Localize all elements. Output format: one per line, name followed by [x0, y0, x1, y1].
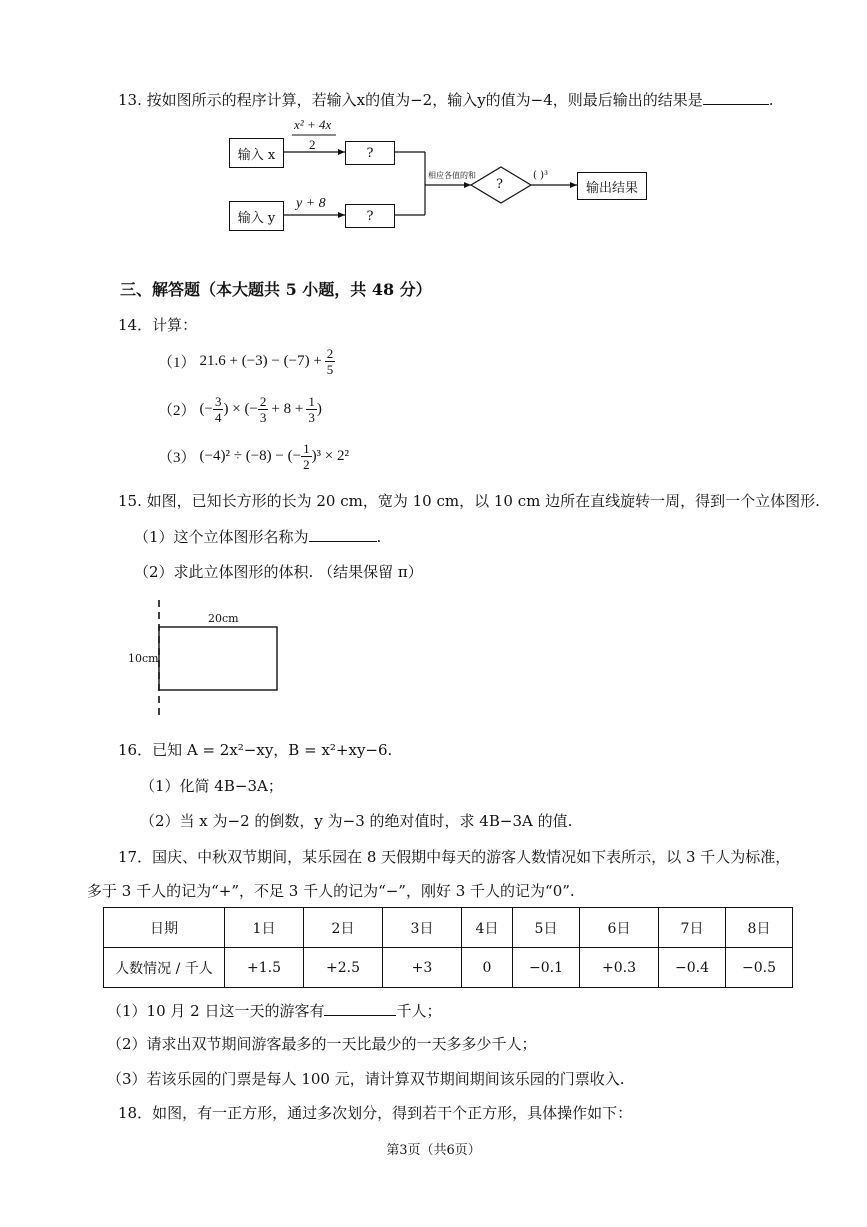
table-cell: 7日 — [659, 908, 726, 948]
q14-p1-fraction: $\frac{2}{5}$ — [326, 346, 334, 377]
output-label: 输出结果 — [585, 180, 638, 196]
q14-p2-label: （2） — [158, 403, 196, 419]
input-x-label: 输入 x — [237, 147, 276, 163]
table-cell: +2.5 — [304, 948, 383, 988]
q14-part2: （2） (− $\frac{3}{4}$ ) × (− $\frac{2}{3}$ + 8 + $\frac{1}{3}$ ) — [158, 394, 322, 425]
q14-p1-expr: 21.6 + (−3) − (−7) + — [199, 353, 322, 369]
q17-answer-blank[interactable] — [324, 1001, 396, 1016]
q15-part2: （2）求此立体图形的体积. （结果保留 π） — [134, 563, 423, 581]
q17-part1: （1）10 月 2 日这一天的游客有 千人； — [107, 1002, 442, 1020]
table-cell: +0.3 — [580, 948, 659, 988]
expr-x-denominator: 2 — [309, 137, 316, 152]
table-cell: +1.5 — [225, 948, 304, 988]
q15-part1: （1）这个立体图形名称为 . — [134, 528, 382, 546]
q15-answer-blank[interactable] — [309, 527, 377, 542]
section-title: 三、解答题（本大题共 5 小题，共 48 分） — [120, 280, 432, 299]
table-cell: 日期 — [104, 908, 225, 948]
fig-width-label: 20cm — [208, 612, 239, 625]
y-result-box — [345, 204, 395, 228]
visitor-table — [103, 907, 793, 988]
x-result-box — [345, 141, 395, 165]
q13-end: . — [768, 91, 774, 109]
q14-part3: （3） (−4)² ÷ (−8) − (− $\frac{1}{2}$ )³ × 2² — [158, 441, 350, 472]
input-x-box — [229, 138, 284, 168]
q15-text: 15. 如图，已知长方形的长为 20 cm，宽为 10 cm，以 10 cm 边所在直线旋转一周，得到一个立体图形. — [118, 492, 820, 510]
y-result-qmark: ? — [366, 208, 374, 224]
expr-y: y + 8 — [296, 196, 326, 211]
table-cell: 1日 — [225, 908, 304, 948]
q13-stem: 13. 按如图所示的程序计算，若输入x的值为−2，输入y的值为−4，则最后输出的结果是 — [118, 91, 703, 109]
q17-text1: 17．国庆、中秋双节期间，某乐园在 8 天假期中每天的游客人数情况如下表所示，以 3 千人为标准， — [118, 848, 791, 866]
q16-part2: （2）当 x 为−2 的倒数，y 为−3 的绝对值时，求 4B−3A 的值. — [140, 812, 573, 830]
q14-part1 — [158, 347, 335, 376]
q18-text: 18．如图，有一正方形，通过多次划分，得到若干个正方形，具体操作如下： — [118, 1104, 633, 1122]
q16-part1: （1）化简 4B−3A； — [140, 777, 283, 795]
table-row — [104, 908, 793, 948]
table-cell: −0.4 — [659, 948, 726, 988]
q16-text: 16．已知 A = 2x²−xy，B = x²+xy−6. — [118, 741, 393, 759]
sum-label: 相应各值的和 — [428, 171, 476, 180]
expr-x-numerator: x² + 4x — [294, 117, 332, 132]
q17-part2: （2）请求出双节期间游客最多的一天比最少的一天多多少千人； — [107, 1035, 537, 1053]
table-cell: 0 — [462, 948, 513, 988]
output-box — [577, 172, 647, 200]
q17-part3: （3）若该乐园的门票是每人 100 元，请计算双节期间期间该乐园的门票收入. — [107, 1070, 625, 1088]
table-cell: 6日 — [580, 908, 659, 948]
table-cell: −0.1 — [513, 948, 580, 988]
q14-title: 14．计算： — [118, 316, 198, 334]
table-cell: 5日 — [513, 908, 580, 948]
q14-p2-frac3: $\frac{1}{3}$ — [308, 394, 315, 425]
q14-p1-label: （1） — [158, 355, 196, 371]
table-cell: +3 — [383, 948, 462, 988]
table-cell: 3日 — [383, 908, 462, 948]
q17-text2: 多于 3 千人的记为“+”，不足 3 千人的记为“−”，刚好 3 千人的记为“0”. — [87, 882, 575, 900]
table-cell: 4日 — [462, 908, 513, 948]
fig-height-label: 10cm — [128, 652, 159, 665]
table-cell: 人数情况 / 千人 — [104, 948, 225, 988]
q14-p3-label: （3） — [158, 450, 196, 466]
input-y-label: 输入 y — [237, 210, 276, 226]
flowchart-lines — [0, 0, 867, 260]
decision-qmark: ? — [496, 177, 503, 192]
table-cell: 8日 — [726, 908, 793, 948]
table-row — [104, 948, 793, 988]
q14-p3-frac: $\frac{1}{2}$ — [303, 441, 310, 472]
power-label: ( )³ — [533, 170, 548, 181]
x-result-qmark: ? — [366, 145, 374, 161]
input-y-box — [229, 201, 284, 231]
page-footer: 第3页（共6页） — [386, 1143, 481, 1158]
q14-p2-frac1: $\frac{3}{4}$ — [214, 394, 222, 425]
table-cell: 2日 — [304, 908, 383, 948]
table-cell: −0.5 — [726, 948, 793, 988]
q14-p2-frac2: $\frac{2}{3}$ — [259, 394, 267, 425]
